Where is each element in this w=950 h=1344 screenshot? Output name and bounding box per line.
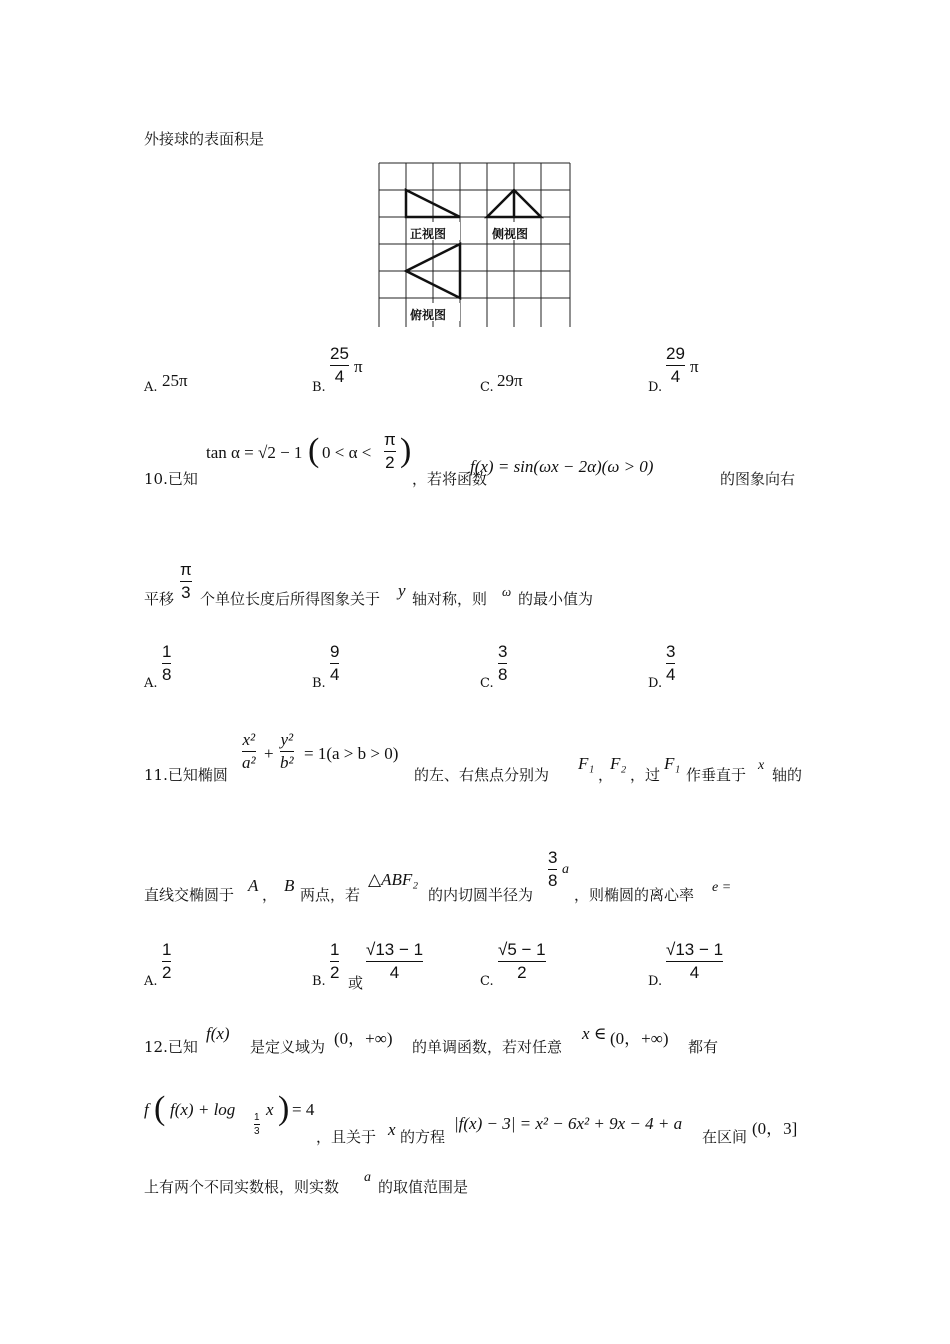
q10-option-d-fraction: 3 4 — [666, 642, 676, 684]
q12-domain2: (0，+∞) — [610, 1029, 669, 1048]
q12-line3: 上有两个不同实数根，则实数 — [144, 1178, 340, 1196]
q10-function: f(x) = sin(ωx − 2α)(ω > 0) — [470, 457, 654, 476]
q10-paren-right: ) — [400, 432, 412, 469]
q12-paren-right: ) — [278, 1090, 290, 1127]
q11-ellipse-tail: = 1(a > b > 0) — [304, 744, 399, 763]
q9-option-b-fraction — [330, 344, 349, 387]
q11-y-fraction: y² b² — [280, 730, 294, 772]
q10-text2: 的图象向右 — [720, 470, 796, 488]
q12-text4: ，且关于 — [316, 1128, 377, 1146]
q10-shift-fraction: π 3 — [180, 560, 192, 602]
q10-option-b-letter: B. — [312, 676, 326, 691]
q10-text1: ，若将函数 — [412, 470, 488, 488]
q10-tan-expr: tan α = √2 − 1 — [206, 443, 303, 462]
q11-line2-b: 两点，若 — [300, 886, 361, 904]
side-view-label: 侧视图 — [492, 227, 529, 241]
q12-domain: (0，+∞) — [334, 1029, 393, 1048]
q11-line2-c: 的内切圆半径为 — [428, 886, 534, 904]
q10-line2-a: 平移 — [144, 590, 175, 608]
q12-text5: 的方程 — [400, 1128, 446, 1146]
q12-a: a — [364, 1170, 371, 1185]
q10-line2-b: 个单位长度后所得图象关于 — [200, 590, 381, 608]
q12-eq-rhs: = 4 — [292, 1100, 315, 1119]
denominator: 4 — [334, 367, 345, 386]
q9-option-b-letter: B. — [312, 380, 326, 395]
three-view-figure — [378, 162, 572, 328]
q9-option-c-value: 29π — [497, 371, 523, 390]
q11-text3: 作垂直于 — [686, 766, 747, 784]
q11-option-c-fraction: √5 − 1 2 — [498, 940, 546, 982]
q12-line3-b: 的取值范围是 — [378, 1178, 469, 1196]
q12-log-base: 1 3 — [254, 1112, 260, 1137]
top-view-label: 俯视图 — [410, 308, 447, 322]
q9-option-c-letter: C. — [480, 380, 494, 395]
q11-number: 11.已知椭圆 — [144, 766, 228, 784]
q11-option-a-fraction: 1 2 — [162, 940, 172, 982]
q10-number: 10.已知 — [144, 470, 198, 488]
q12-eq-f: f — [144, 1100, 149, 1119]
q11-x-fraction: x² a² — [242, 730, 256, 772]
q11-point-b: B — [284, 876, 295, 895]
side-view-shape — [487, 190, 541, 217]
numerator: 29 — [666, 344, 685, 363]
grid-lines — [379, 163, 570, 327]
q10-range-expr: 0 < α < — [322, 443, 372, 462]
q10-option-a-fraction: 1 8 — [162, 642, 172, 684]
q9-option-d-letter: D. — [648, 380, 663, 395]
q11-xvar: x — [758, 758, 765, 773]
q10-axis-var: y — [398, 581, 406, 600]
q11-triangle: △ABF₂ — [368, 870, 419, 889]
q11-point-a: A — [248, 876, 259, 895]
q12-fx: f(x) — [206, 1024, 230, 1043]
q12-text6: 在区间 — [702, 1128, 748, 1146]
numerator: 25 — [330, 344, 349, 363]
q12-paren-left: ( — [154, 1090, 166, 1127]
q10-range-fraction: π 2 — [384, 430, 396, 472]
q10-paren-left: ( — [308, 432, 320, 469]
q11-option-d-letter: D. — [648, 974, 663, 989]
q12-eq-inner: f(x) + log — [170, 1100, 236, 1119]
q10-option-c-letter: C. — [480, 676, 494, 691]
q10-line2-c: 轴对称，则 — [412, 590, 488, 608]
q12-number: 12.已知 — [144, 1038, 198, 1056]
q11-plus: + — [264, 744, 274, 763]
q11-F1: F₁ — [578, 754, 595, 773]
denominator: 4 — [670, 367, 681, 386]
q11-option-c-letter: C. — [480, 974, 494, 989]
q11-radius-a: a — [562, 862, 569, 877]
q11-option-b-fraction1: 1 2 — [330, 940, 340, 982]
q12-xvar: x — [388, 1120, 396, 1139]
q10-option-b-fraction: 9 4 — [330, 642, 340, 684]
q9-tail-text: 外接球的表面积是 — [144, 130, 265, 148]
q11-sep2: ， — [262, 886, 278, 904]
q11-or-word: 或 — [348, 974, 364, 992]
q12-text1: 是定义域为 — [250, 1038, 326, 1056]
q12-interval: (0，3] — [752, 1119, 798, 1138]
q9-option-a-letter: A. — [144, 380, 158, 395]
q10-omega: ω — [502, 584, 512, 599]
pi-symbol: π — [690, 357, 699, 376]
q11-e: e = — [712, 880, 732, 895]
q11-text4: 轴的 — [772, 766, 803, 784]
q11-line2-a: 直线交椭圆于 — [144, 886, 235, 904]
q11-text1: 的左、右焦点分别为 — [414, 766, 550, 784]
q12-text3: 都有 — [688, 1038, 719, 1056]
front-view-label: 正视图 — [410, 227, 447, 241]
q12-text2: 的单调函数，若对任意 — [412, 1038, 563, 1056]
pi-symbol: π — [354, 357, 363, 376]
q11-option-b-letter: B. — [312, 974, 326, 989]
q11-F1b: F₁ — [664, 754, 681, 773]
q11-F2: F₂ — [610, 754, 627, 773]
q9-option-d-fraction — [666, 344, 685, 387]
q11-text2: ，过 — [630, 766, 661, 784]
q11-option-b-fraction2: √13 − 1 4 — [366, 940, 424, 982]
q10-line2-d: 的最小值为 — [518, 590, 594, 608]
q10-option-a-letter: A. — [144, 676, 158, 691]
q11-option-d-fraction: √13 − 1 4 — [666, 940, 724, 982]
q12-abs-equation: |f(x) − 3| = x² − 6x² + 9x − 4 + a — [454, 1114, 683, 1133]
q12-eq-x: x — [266, 1100, 274, 1119]
q11-option-a-letter: A. — [144, 974, 158, 989]
q10-option-d-letter: D. — [648, 676, 663, 691]
q11-sep: ， — [598, 766, 614, 784]
q9-option-a-value: 25π — [162, 371, 188, 390]
q11-line2-d: ，则椭圆的离心率 — [574, 886, 695, 904]
q11-radius-fraction: 3 8 — [548, 848, 558, 890]
q12-xin: x ∈ — [582, 1024, 607, 1043]
q10-option-c-fraction: 3 8 — [498, 642, 508, 684]
